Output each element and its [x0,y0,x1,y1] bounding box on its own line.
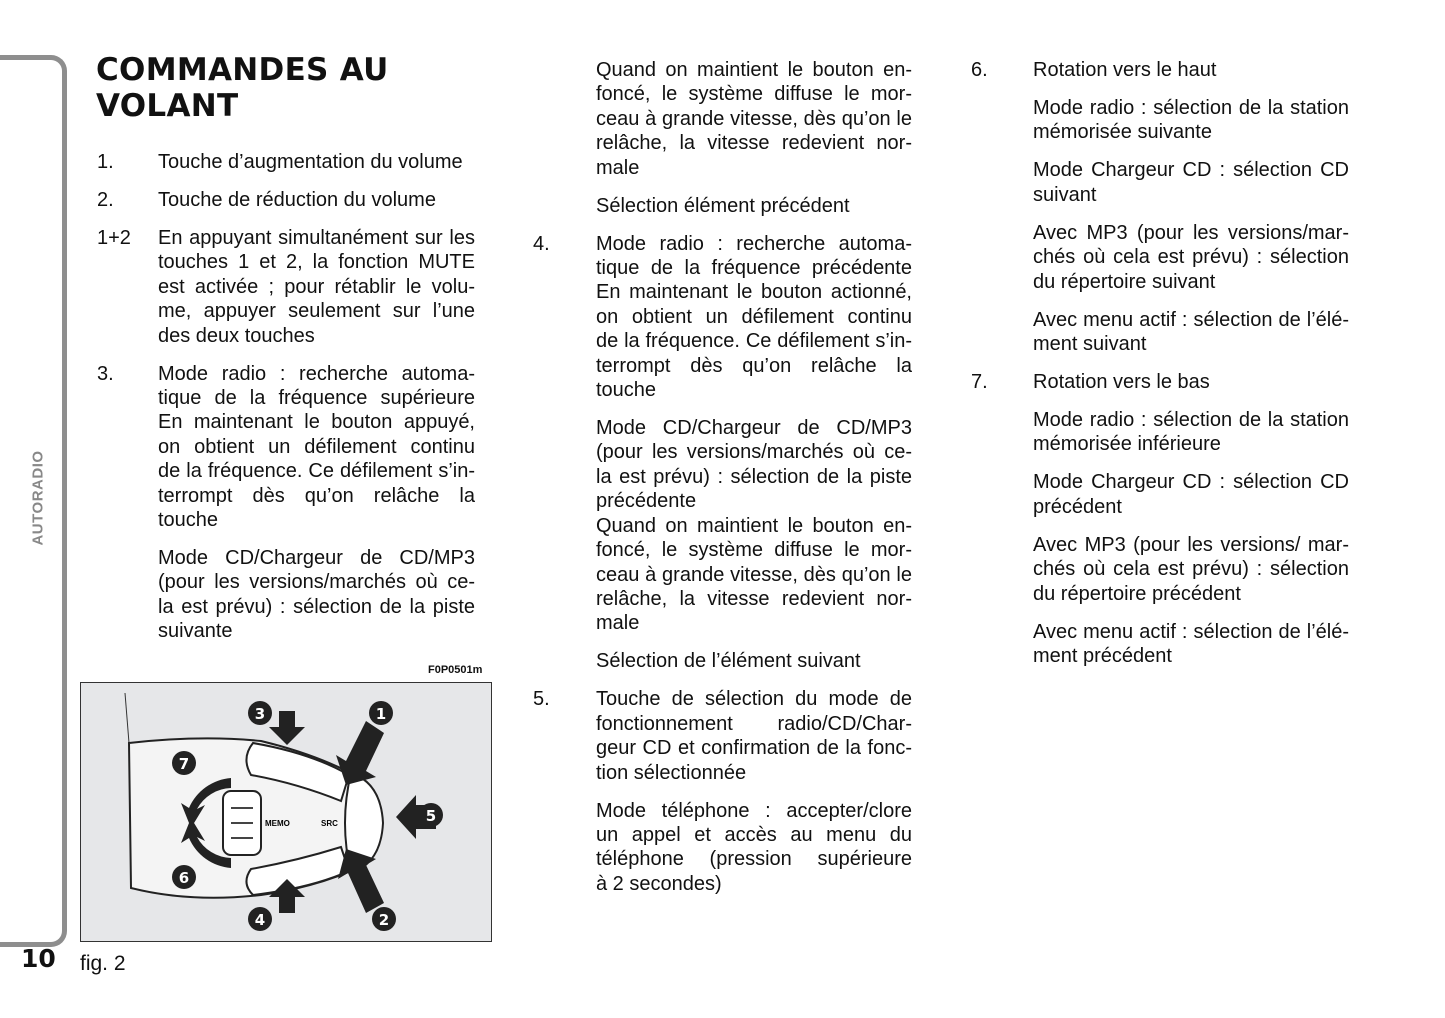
paragraph [1033,158,1349,207]
text-line: touche [158,509,219,532]
text-line: ment suivant [1033,333,1147,356]
figure-caption: fig. 2 [80,952,126,975]
paragraph [596,194,912,218]
text-line: Mode Chargeur CD : sélection CD [1033,159,1349,182]
text-line: on obtient un défilement continu [158,435,475,458]
callout-2: 2 [378,911,390,929]
text-line: relâche, la vitesse redevient nor- [596,132,912,155]
text-line: Touche d’augmentation du volume [158,151,463,173]
page-number: 10 [21,944,56,973]
title-line: VOLANT [96,88,239,124]
paragraph [596,687,912,785]
text-line: relâche, la vitesse redevient nor- [596,587,912,610]
callout-6: 6 [178,869,190,887]
text-line: précédente [596,490,697,513]
text-line: de la fréquence. Ce défilement s’in- [158,460,475,483]
text-line: Mode radio : recherche automa- [158,362,475,385]
text-line: touche [596,379,657,402]
text-line: Mode Chargeur CD : sélection CD [1033,471,1349,494]
list-item [971,370,1349,668]
text-line: geur CD et confirmation de la fonc- [596,737,912,760]
text-line: des deux touches [158,324,315,347]
text-line: ment précédent [1033,645,1172,668]
arrow-3-icon [269,711,305,745]
figure-code: F0P0501m [428,664,483,676]
item-number: 6. [971,59,988,81]
text-line: Rotation vers le haut [1033,59,1217,81]
text-line: mémorisée inférieure [1033,433,1221,456]
callout-3: 3 [254,705,266,723]
text-line: de la fréquence. Ce défilement s’in- [596,330,912,353]
paragraph [1033,470,1349,519]
paragraph [596,232,912,403]
text-line: Avec menu actif : sélection de l’élé- [1033,308,1349,331]
text-line: male [596,612,640,635]
memo-label: MEMO [265,819,290,828]
callout-4: 4 [254,911,266,929]
column-2 [533,58,912,910]
paragraph [158,546,475,644]
callout-7: 7 [178,755,190,773]
steering-control-illustration [81,683,491,941]
text-line: à 2 secondes) [596,872,722,895]
item-number: 4. [533,232,550,255]
list-item [971,58,1349,356]
text-line: terrompt dès qu’on relâche la [158,484,475,507]
paragraph [1033,58,1349,82]
item-number: 1. [97,151,114,173]
list-item [97,362,475,644]
paragraph [1033,620,1349,669]
item-number: 7. [971,371,988,394]
paragraph [158,188,475,212]
text-line: Mode radio : recherche automa- [596,232,912,255]
text-line: me, appuyer seulement sur l’une [158,300,475,323]
text-line: En maintenant le bouton appuyé, [158,411,475,434]
text-line: la est prévu) : sélection de la piste [596,465,912,488]
text-line: En maintenant le bouton actionné, [596,281,912,304]
paragraph [596,416,912,636]
text-line: est activée ; pour rétablir le volu- [158,275,475,298]
paragraph [1033,408,1349,457]
text-line: touches 1 et 2, la fonction MUTE [158,251,475,274]
paragraph [1033,533,1349,606]
callout-1: 1 [375,705,387,723]
list-item [533,232,912,674]
text-line: terrompt dès qu’on relâche la [596,354,912,377]
arrow-2-icon [338,849,384,913]
text-line: foncé, le système diffuse le mor- [596,539,912,562]
src-label: SRC [321,819,338,828]
item-number: 2. [97,189,114,211]
text-line: du répertoire suivant [1033,270,1216,293]
list-item [97,226,475,348]
text-line: foncé, le système diffuse le mor- [596,83,912,106]
text-line: Mode radio : sélection de la station [1033,97,1349,119]
page-title [96,52,389,124]
item-number: 3. [97,362,114,385]
list-item [97,150,475,174]
paragraph [158,226,475,348]
text-line: téléphone (pression supérieure [596,848,912,871]
text-line: ceau à grande vitesse, dès qu’on le [596,563,912,586]
text-line: chés où cela est prévu) : sélection [1033,558,1349,581]
text-line: du répertoire précédent [1033,582,1241,605]
text-line: suivante [158,620,233,643]
text-line: suivant [1033,183,1097,206]
text-line: Sélection élément précédent [596,194,850,217]
text-line: mémorisée suivante [1033,121,1212,144]
paragraph [158,362,475,533]
text-line: précédent [1033,495,1122,518]
section-tab-label: AUTORADIO [29,450,47,546]
text-line: (pour les versions/marchés où ce- [158,571,475,594]
paragraph [1033,308,1349,357]
text-line: Avec MP3 (pour les versions/ mar- [1033,533,1349,556]
arrow-1-icon [336,721,384,785]
paragraph [1033,370,1349,394]
text-line: Avec MP3 (pour les versions/mar- [1033,221,1349,244]
text-line: Rotation vers le bas [1033,371,1210,394]
steering-controls-figure [80,682,492,942]
text-line: chés où cela est prévu) : sélection [1033,246,1349,269]
text-line: ceau à grande vitesse, dès qu’on le [596,107,912,130]
text-line: tique de la fréquence supérieure [158,387,475,410]
text-line: tique de la fréquence précédente [596,257,912,280]
text-line: tion sélectionnée [596,761,747,784]
title-line: COMMANDES AU [96,52,389,88]
paragraph [1033,96,1349,145]
list-item [97,188,475,212]
list-item [533,687,912,896]
column-1 [97,150,475,657]
text-line: Mode CD/Chargeur de CD/MP3 [158,547,475,570]
paragraph [596,799,912,897]
paragraph [1033,221,1349,294]
text-line: Touche de réduction du volume [158,189,436,211]
text-line: Quand on maintient le bouton en- [596,514,912,537]
text-line: Quand on maintient le bouton en- [596,59,912,81]
text-line: un appel et accès au menu du [596,823,912,846]
paragraph [596,649,912,673]
text-line: Avec menu actif : sélection de l’élé- [1033,620,1349,643]
text-line: Touche de sélection du mode de [596,688,912,711]
item-number: 5. [533,688,550,711]
text-line: Mode radio : sélection de la station [1033,409,1349,432]
text-line: fonctionnement radio/CD/Char- [596,712,912,735]
text-line: Sélection de l’élément suivant [596,650,861,673]
list-item [533,58,912,218]
paragraph [158,150,475,174]
text-line: Mode téléphone : accepter/clore [596,799,912,822]
text-line: En appuyant simultanément sur les [158,227,475,249]
column-3 [971,58,1349,682]
text-line: Mode CD/Chargeur de CD/MP3 [596,417,912,440]
paragraph [596,58,912,180]
callout-5: 5 [425,807,437,825]
text-line: la est prévu) : sélection de la piste [158,595,475,618]
item-number: 1+2 [97,227,131,249]
text-line: male [596,156,640,179]
text-line: (pour les versions/marchés où ce- [596,441,912,464]
text-line: on obtient un défilement continu [596,305,912,328]
